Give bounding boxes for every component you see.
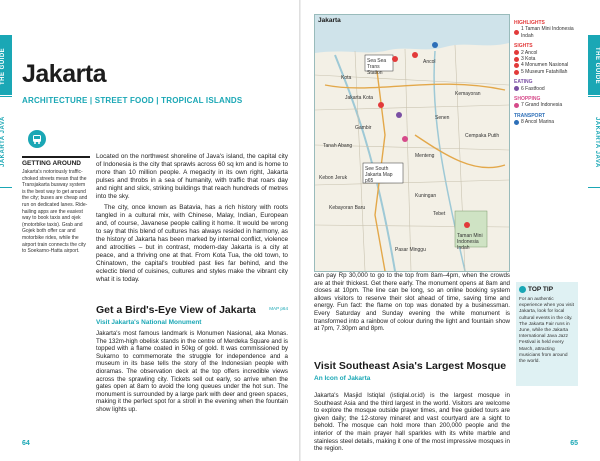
legend-item: 7 Grand Indonesia [521,102,563,109]
history-paragraph: The city, once known as Batavia, has a rich history with roots tangled in a cultural mix, with Chinese, Malay, Indian, European and, of course, Javanese people calling it home. It would be wrong to say that this blend of cultures has always resided in harmony, as the history of Jakarta has been marked by internal conflict, violence and atrocities – but in contrast, modern-day Jakarta is a city at peace, and a thriving one at that. From Kota Tua, the old town, to Chinatown, the capital's troubled past lies far behind, and the eclectic blend of cuisines, cultures and styles make the vibrant city what it is today. [96,204,288,283]
intro-paragraph: Located on the northwest shoreline of Java's island, the capital city of Indonesia is the city that sprawls across 60 sq km and is home to more than 10 million people. A megacity in its own right, Jakarta pulses and throbs in a sea of humanity, with traffic that roars day and night and slick, striking buildings that reach hundreds of metres into the sky. [96,153,288,200]
map-legend [514,16,574,126]
left-page-number: 64 [22,440,30,447]
right-page-number: 65 [570,440,578,447]
getting-around-sidebar [22,126,90,316]
pin-icon [514,30,519,35]
legend-row [514,102,574,108]
pin-icon [514,57,519,62]
pin-icon [514,63,519,68]
legend-eating: EATING [514,79,533,86]
map-label-menteng: Menteng [415,153,435,159]
legend-item: 8 Ancol Marina [521,119,555,126]
mosque-section-heading [314,360,510,382]
legend-shopping: SHOPPING [514,96,541,103]
map-label-senen: Senen [435,115,450,121]
top-tip-text: For an authentic experience when you visit Jakarta, look for local cultural events in the city. The Jakarta Fair runs in June, while the Jakarta International Java Jazz Festival is held every March, attracting musicians from around the world. [519,297,574,365]
map-label-jakarta-kota: Jakarta Kota [345,95,374,101]
map-label-pasar-minggu: Pasar Minggu [395,247,426,253]
monas-section-title: Get a Bird's-Eye View of Jakarta [96,304,256,316]
legend-sights: SIGHTS [514,43,533,50]
map-label-tanah-abang: Tanah Abang [323,143,353,149]
mosque-section-body: Jakarta's Masjid Istiqlal (istiqlal.or.id) is the largest mosque in Southeast Asia and the third largest in the world. Visitors are welcome to explore the mosque outside prayer times, and free guided tours are given daily; the 12-storey minaret and vast courtyard are a sight to behold. The mosque can hold more than 200,000 people and the interior of the main prayer hall sparkles with its white marble and stainless steel details, making it one of the most impressive mosques in the region. [314,392,510,453]
pin-icon [514,120,519,125]
right-side-tab [588,0,600,461]
sidebar-heading: GETTING AROUND [22,156,90,167]
legend-item: 6 Fastfood [521,85,545,92]
map-label-cempaka-putih: Cempaka Putih [465,133,500,139]
guide-tab-label: THE GUIDE [594,47,600,85]
legend-item: 4 Monumen Nasional [521,62,569,69]
legend-transport: TRANSPORT [514,112,546,119]
map-label-taman-mini: Taman Mini Indonesia Indah [457,233,483,251]
pin-icon [514,103,519,108]
left-side-tab [0,0,12,461]
legend-item: 3 Kota [521,56,536,63]
tip-icon [519,286,526,293]
top-tip-box [516,282,578,386]
city-tab-label: JAKARTA JAVA [594,116,600,168]
legend-row [514,119,574,125]
mosque-section-subtitle: An Icon of Jakarta [314,375,371,382]
pin-icon [514,70,519,75]
city-map [314,14,510,272]
page-subtitle: ARCHITECTURE | STREET FOOD | TROPICAL ISLANDS [22,96,243,105]
top-tip-heading: TOP TIP [528,286,554,293]
guide-tab-label: THE GUIDE [0,47,6,85]
mosque-section-title: Visit Southeast Asia's Largest Mosque [314,360,507,372]
bus-icon [28,130,46,148]
map-label-kebayoran-baru: Kebayoran Baru [329,205,366,211]
map-label-kuningan: Kuningan [415,193,437,199]
map-label-ancol: Ancol [423,59,436,65]
legend-highlights: HIGHLIGHTS [514,20,545,26]
legend-item: 1 Taman Mini Indonesia Indah [521,26,574,39]
intro-column [96,153,288,284]
map-title: Jakarta [318,17,341,24]
map-label-kemayoran: Kemayoran [455,91,481,97]
monas-section-subtitle: Visit Jakarta's National Monument [96,319,202,326]
map-label-sea: Sea Sea Trans Station [367,58,387,76]
city-tab-label: JAKARTA JAVA [0,116,6,168]
sidebar-text: Jakarta's notoriously traffic-choked streets mean that the Transjakarta busway system is the best way to get around the city; buses are cheap and run on dedicated lanes. Ride-hailing apps are the easiest way to book taxis and ojek (motorbike taxis). Grab and Gojek both offer car and motorbike rides, while the airport train connects the city to Soekarno-Hatta airport. [22,169,88,255]
monas-section-body: Jakarta's most famous landmark is Monumen Nasional, aka Monas. The 132m-high obelisk stands in the centre of Merdeka Square and is topped with a flame coated in 50kg of gold. It was commissioned by Sukarno to commemorate the struggle for independence and a museum in its base tells the story of the Indonesian people with dioramas. The observation deck at the top offers incredible views across the sprawling city. Tickets sell out early, so arrive when the gates open at 8am to avoid the long queues under the hot sun. The monument is surrounded by a large park with deer and green spaces, making it the perfect spot for a stroll in the evening when the fountain show lights up. [96,330,288,413]
monas-continued-text: can pay Rp 30,000 to go to the top from 8am–4pm, when the crowds are at their thickest. Get there early. The monument opens at 8am and closes at 10pm. The line can be long, so an online booking system allows visitors to reserve their slot ahead of time, saving time and energy. Fun fact: the flame on top was donated by a businessman. Every Saturday and Sunday evening the white monument is transformed into a rainbow of colour during the light and fountain show at 7pm, 7.30pm and 8pm. [314,272,510,333]
pin-icon [514,86,519,91]
spine [299,0,301,461]
legend-row [514,69,574,75]
legend-item: 2 Ancol [521,49,538,56]
map-label-see-south-map: See South Jakarta Map p65 [365,166,393,184]
legend-row [514,86,574,92]
map-label-kota: Kota [341,75,352,81]
pin-icon [514,50,519,55]
monas-section-heading [96,304,288,326]
legend-item: 5 Museum Fatahillah [521,68,568,75]
monas-map-ref: MAP p64 [269,306,288,311]
page-title: Jakarta [22,60,107,88]
legend-row [514,26,574,39]
map-label-tebet: Tebet [433,211,446,217]
map-label-kebon-jeruk: Kebon Jeruk [319,175,348,181]
map-label-gambir: Gambir [355,125,372,131]
